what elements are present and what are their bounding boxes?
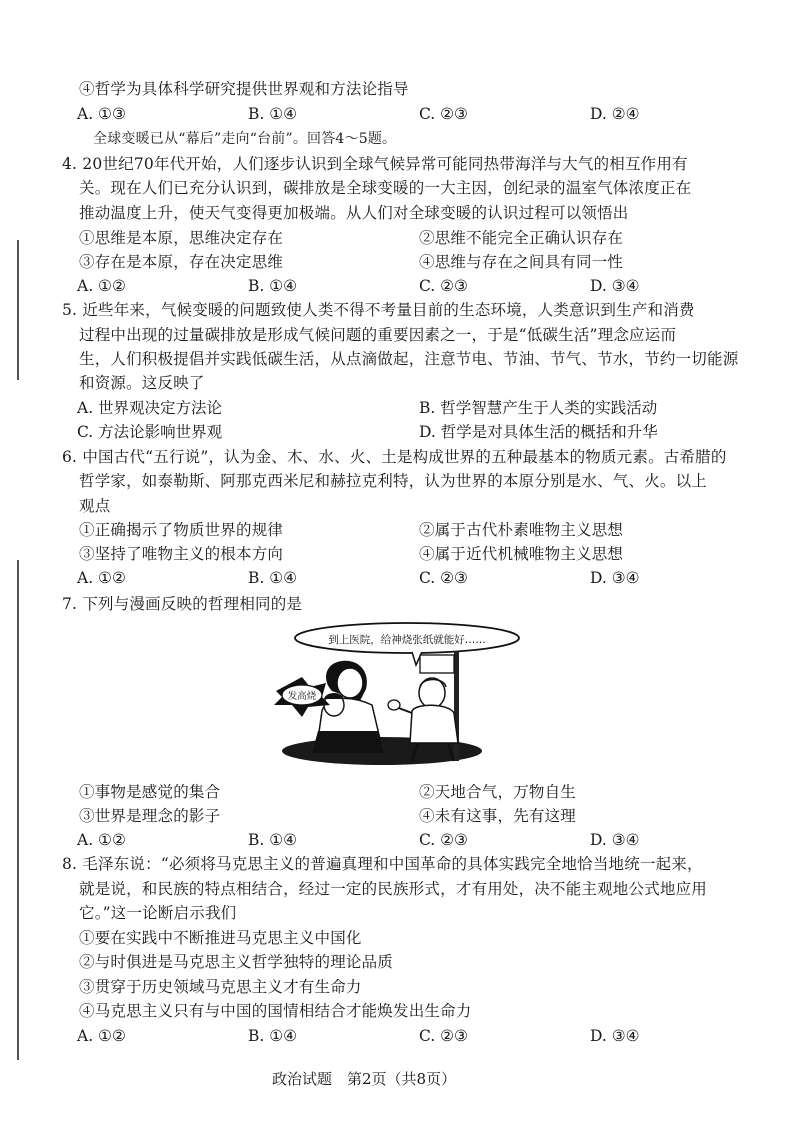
answer-b: B. ①④ <box>248 831 298 849</box>
answer-a: A. 世界观决定方法论 <box>77 399 223 417</box>
answer-a: A. ①③ <box>77 105 126 123</box>
answer-a: A. ①② <box>77 831 126 849</box>
question-6-line-2: 哲学家，如泰勒斯、阿那克西米尼和赫拉克利特，认为世界的本原分别是水、气、火。以上 <box>79 472 708 490</box>
question-7-item-2: ②天地合气，万物自生 <box>419 783 577 801</box>
question-5-line-3: 生，人们积极提倡并实践低碳生活，从点滴做起，注意节电、节油、节气、节水，节约一切能源 <box>79 350 739 368</box>
answer-d: D. ③④ <box>590 831 640 849</box>
answer-c: C. ②③ <box>419 105 468 123</box>
question-4-item-2: ②思维不能完全正确认识存在 <box>419 229 624 247</box>
answer-d: D. 哲学是对具体生活的概括和升华 <box>419 423 658 441</box>
question-6-line-3: 观点 <box>79 497 111 515</box>
question-4-item-4: ④思维与存在之间具有同一性 <box>419 253 624 271</box>
answer-b: B. ①④ <box>248 277 298 295</box>
question-7-item-3: ③世界是理念的影子 <box>79 807 221 825</box>
question-6-item-1: ①正确揭示了物质世界的规律 <box>79 521 284 539</box>
question-8-item-3: ③贯穿于历史领域马克思主义才有生命力 <box>79 978 362 996</box>
fever-sign-text: 发高烧 <box>287 691 317 702</box>
answer-c: C. ②③ <box>419 831 468 849</box>
question-4-line-1: 4. 20世纪70年代开始，人们逐步认识到全球气候异常可能同热带海洋与大气的相互作用有 <box>62 155 688 173</box>
answer-d: D. ③④ <box>590 1027 640 1045</box>
question-5-line-2: 过程中出现的过量碳排放是形成气候问题的重要因素之一，于是“低碳生活”理念应运而 <box>79 326 677 344</box>
cartoon-illustration <box>262 621 524 771</box>
page-footer: 政治试题 第2页（共8页） <box>272 1070 457 1088</box>
question-4-line-2: 关。现在人们已充分认识到，碳排放是全球变暖的一大主因，创纪录的温室气体浓度正在 <box>79 179 692 197</box>
answer-b: B. ①④ <box>248 569 298 587</box>
answer-a: A. ①② <box>77 1027 126 1045</box>
left-margin-rule-lower <box>17 560 19 1060</box>
answer-c: C. ②③ <box>419 277 468 295</box>
answer-b: B. ①④ <box>248 1027 298 1045</box>
question-4-item-3: ③存在是本原，存在决定思维 <box>79 253 284 271</box>
question-4-line-3: 推动温度上升，使天气变得更加极端。从人们对全球变暖的认识过程可以领悟出 <box>79 204 629 222</box>
answer-c: C. ②③ <box>419 1027 468 1045</box>
question-7-stem: 7. 下列与漫画反映的哲理相同的是 <box>62 595 303 613</box>
question-6-line-1: 6. 中国古代“五行说”，认为金、木、水、火、土是构成世界的五种最基本的物质元素。古希腊的 <box>62 448 727 466</box>
left-margin-rule <box>17 240 19 380</box>
answer-b: B. ①④ <box>248 105 298 123</box>
answer-c: C. 方法论影响世界观 <box>77 423 223 441</box>
question-6-item-3: ③坚持了唯物主义的根本方向 <box>79 545 284 563</box>
answer-a: A. ①② <box>77 277 126 295</box>
question-8-item-2: ②与时俱进是马克思主义哲学独特的理论品质 <box>79 953 394 971</box>
section-intro: 全球变暖已从“幕后”走向“台前”。回答4～5题。 <box>93 131 397 147</box>
question-4-item-1: ①思维是本原，思维决定存在 <box>79 229 284 247</box>
question-8-item-4: ④马克思主义只有与中国的国情相结合才能焕发出生命力 <box>79 1002 472 1020</box>
answer-c: C. ②③ <box>419 569 468 587</box>
answer-a: A. ①② <box>77 569 126 587</box>
answer-b: B. 哲学智慧产生于人类的实践活动 <box>419 399 658 417</box>
question-7-item-1: ①事物是感觉的集合 <box>79 783 221 801</box>
question-5-line-4: 和资源。这反映了 <box>79 374 205 392</box>
question-8-item-1: ①要在实践中不断推进马克思主义中国化 <box>79 929 362 947</box>
question-8-line-3: 它。”这一论断启示我们 <box>79 904 237 922</box>
answer-d: D. ②④ <box>590 105 640 123</box>
question-6-item-4: ④属于近代机械唯物主义思想 <box>419 545 624 563</box>
answer-d: D. ③④ <box>590 277 640 295</box>
question-6-item-2: ②属于古代朴素唯物主义思想 <box>419 521 624 539</box>
question-5-line-1: 5. 近些年来，气候变暖的问题致使人类不得不考量目前的生态环境，人类意识到生产和消费 <box>62 301 695 319</box>
answer-d: D. ③④ <box>590 569 640 587</box>
speech-bubble-text: 到上医院，给神烧张纸就能好…… <box>328 634 486 646</box>
question-8-line-2: 就是说，和民族的特点相结合，经过一定的民族形式，才有用处，决不能主观地公式地应用 <box>79 880 708 898</box>
question-8-line-1: 8. 毛泽东说：“必须将马克思主义的普遍真理和中国革命的具体实践完全地恰当地统一起来， <box>62 855 703 873</box>
option-item-4: ④哲学为具体科学研究提供世界观和方法论指导 <box>79 80 409 98</box>
question-7-item-4: ④未有这事，先有这理 <box>419 807 577 825</box>
